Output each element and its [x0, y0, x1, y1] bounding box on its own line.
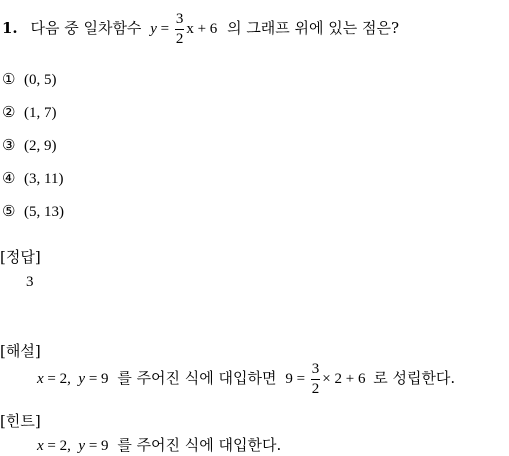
hint-body: [37, 438, 281, 454]
eq-rest: × 2 + 6: [322, 370, 366, 387]
choice-5: [2, 204, 64, 220]
question-suffix: 의 그래프 위에 있는 점은?: [227, 18, 400, 37]
eq-fraction: [311, 362, 321, 397]
answer-heading: [정답]: [0, 248, 41, 266]
choice-mark: ③: [2, 136, 16, 154]
choice-1: [2, 72, 57, 88]
func-numerator: 3: [175, 11, 184, 27]
explanation-equation: [285, 361, 369, 397]
explanation-condition: x = 2, y = 9: [37, 370, 109, 387]
answer-value: 3: [26, 274, 34, 290]
choice-mark: ⑤: [2, 202, 16, 220]
choice-point: (5, 13): [24, 204, 64, 220]
question: [2, 12, 399, 47]
eq-denominator: 2: [311, 381, 320, 397]
question-number: 1.: [2, 18, 18, 37]
choice-4: [2, 171, 63, 187]
explanation-text-2: 로 성립한다.: [373, 368, 456, 387]
eq-lhs: 9 =: [285, 370, 306, 387]
hint-heading: [힌트]: [0, 412, 41, 430]
choice-point: (1, 7): [24, 105, 57, 121]
choice-point: (2, 9): [24, 138, 57, 154]
choice-mark: ④: [2, 169, 16, 187]
hint-text: 를 주어진 식에 대입한다.: [117, 436, 282, 454]
func-fraction: [175, 12, 185, 47]
choice-3: [2, 138, 57, 154]
hint-condition: x = 2, y = 9: [37, 438, 109, 454]
question-function: y = $\frac{3}{2}$ x + 6: [150, 11, 218, 47]
choice-point: (0, 5): [24, 72, 57, 88]
explanation-text-1: 를 주어진 식에 대입하면: [117, 368, 277, 387]
eq-numerator: 3: [311, 361, 320, 377]
choice-2: [2, 105, 57, 121]
choice-mark: ②: [2, 103, 16, 121]
func-rest: x + 6: [186, 20, 218, 37]
question-prefix: 다음 중 일차함수: [30, 18, 142, 37]
choice-point: (3, 11): [24, 171, 64, 187]
func-lhs: y: [150, 20, 157, 37]
choice-mark: ①: [2, 70, 16, 88]
explanation-heading: [해설]: [0, 342, 41, 360]
func-denominator: 2: [175, 31, 184, 47]
explanation-body: [37, 362, 455, 397]
